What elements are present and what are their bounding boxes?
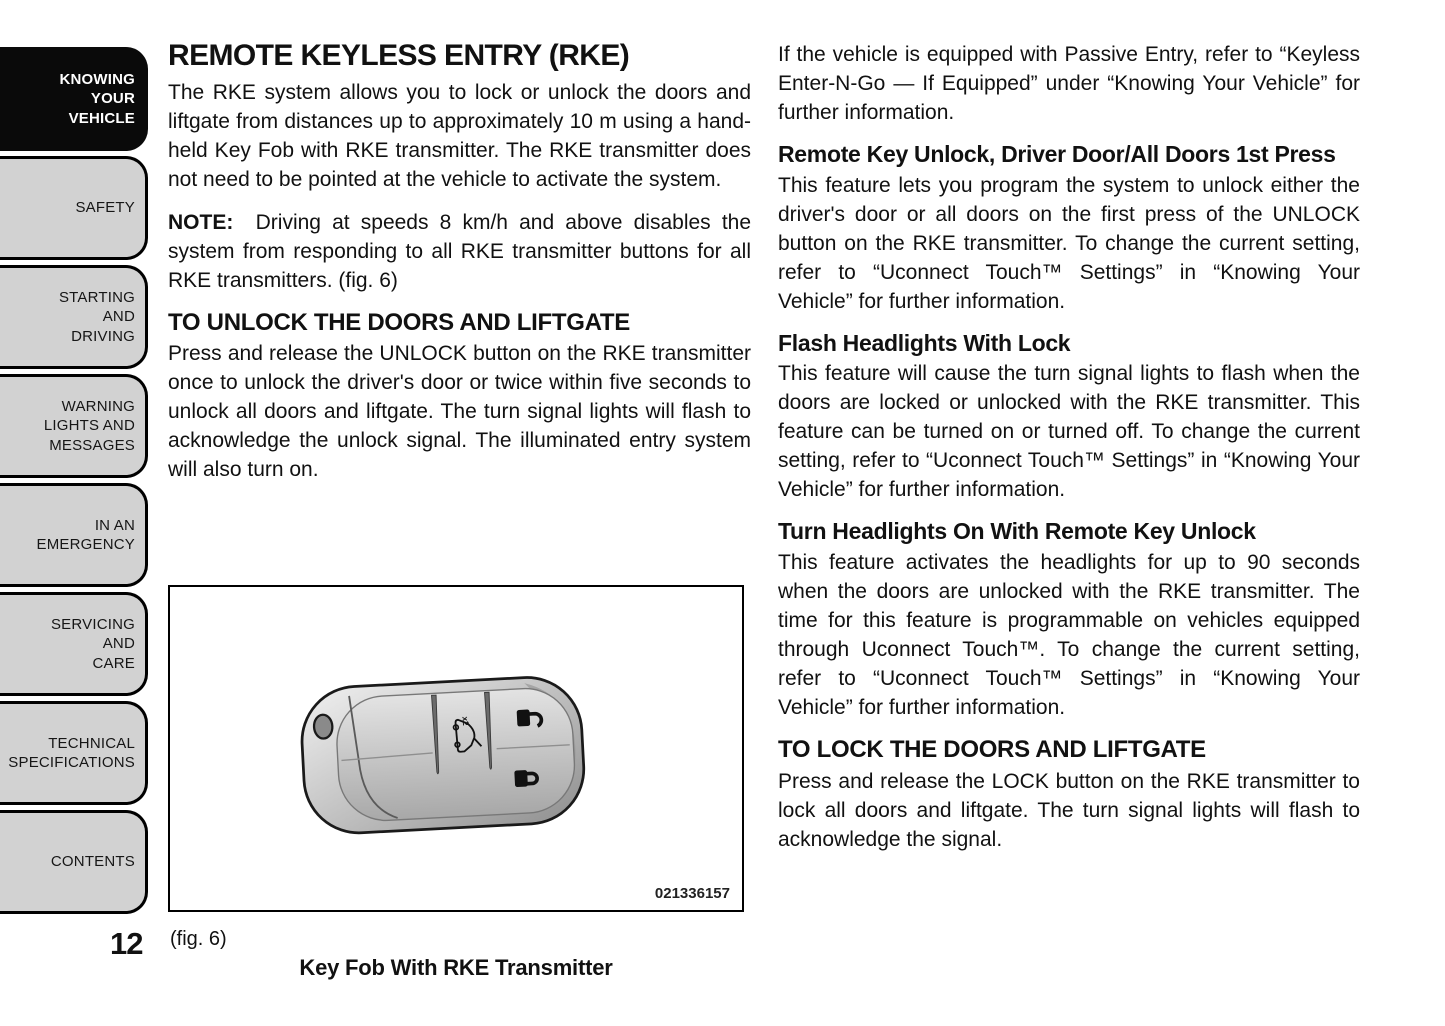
flash-headlights-heading: Flash Headlights With Lock — [778, 329, 1071, 356]
note-label: NOTE: — [168, 210, 234, 234]
turn-headlights-body: This feature activates the headlights for up to 90 seconds when the doors are unlocked with the RKE transmitter. The time for this feature is programmable on vehicles equipped through Uconnect Touch™. To change the current setting, refer to “Uconnect Touch™ Settings” in “Knowing Your Vehicle” for further information. — [778, 550, 1360, 719]
figure-box — [168, 585, 744, 912]
figure-image-code: 021336157 — [654, 885, 730, 902]
unlock-section-heading: TO UNLOCK THE DOORS AND LIFTGATE — [168, 308, 630, 336]
sidebar-tab-label: IN AN EMERGENCY — [36, 516, 135, 553]
sidebar-tab-label: SAFETY — [75, 199, 135, 217]
sidebar-tab-warning-lights-and-messages[interactable] — [0, 374, 148, 478]
key-ring-hole — [313, 714, 333, 739]
figure-caption: Key Fob With RKE Transmitter — [299, 955, 613, 980]
sidebar-tab-contents[interactable] — [0, 810, 148, 914]
lock-section-body: Press and release the LOCK button on the RKE transmitter to lock all doors and liftgate. The turn signal lights will flash to acknowledge the signal. — [778, 769, 1360, 851]
note-text: Driving at speeds 8 km/h and above disables the system from responding to all RKE transmitter buttons for all RKE transmitters. (fig. 6) — [168, 210, 752, 292]
remote-key-unlock-body: This feature lets you program the system to unlock either the driver's door or all doors on the first press of the UNLOCK button on the RKE transmitter. To change the current setting, refer to “Uconnect Touch™ Settings” in “Knowing Your Vehicle” for further information. — [778, 173, 1360, 313]
svg-text:x2: x2 — [460, 716, 471, 726]
sidebar-tab-technical-specifications[interactable] — [0, 701, 148, 805]
page-number: 12 — [110, 926, 143, 961]
unlock-section-body: Press and release the UNLOCK button on the RKE transmitter once to unlock the driver's door or twice within five seconds to unlock all doors and liftgate. The turn signal lights will flash to acknowledge the unlock signal. The illuminated entry system will also turn on. — [168, 342, 751, 482]
sidebar-tab-label: STARTING AND DRIVING — [58, 288, 135, 345]
sidebar-tab-label: WARNING LIGHTS AND MESSAGES — [43, 397, 135, 454]
flash-headlights-body: This feature will cause the turn signal lights to flash when the doors are locked or unlocked with the RKE transmitter. This feature can be turned on or turned off. To change the current setting, refer to “Uconnect Touch™ Settings” in “Knowing Your Vehicle” for further information. — [778, 362, 1360, 502]
lock-section-heading: TO LOCK THE DOORS AND LIFTGATE — [778, 735, 1206, 763]
sidebar-tab-starting-and-driving[interactable] — [0, 265, 148, 369]
passive-entry-paragraph: If the vehicle is equipped with Passive Entry, refer to “Keyless Enter-N-Go — If Equipped” under “Knowing Your Vehicle” for further information. — [778, 43, 1360, 124]
sidebar-tab-label: CONTENTS — [50, 853, 135, 871]
sidebar-tab-in-an-emergency[interactable] — [0, 483, 148, 587]
sidebar-tab-label: KNOWING YOUR VEHICLE — [59, 70, 135, 127]
page-title: REMOTE KEYLESS ENTRY (RKE) — [168, 39, 630, 72]
turn-headlights-heading: Turn Headlights On With Remote Key Unlock — [778, 518, 1256, 545]
left-column — [168, 40, 751, 484]
sidebar-tab-label: SERVICING AND CARE — [50, 615, 135, 672]
key-fob-illustration — [292, 669, 594, 845]
sidebar-tab-safety[interactable] — [0, 156, 148, 260]
right-column — [778, 40, 1360, 854]
intro-paragraph: The RKE system allows you to lock or unlock the doors and liftgate from distances up to approximately 10 m using a hand-held Key Fob with RKE transmitter. The RKE transmitter does not need to be pointed at the vehicle to activate the system. — [168, 80, 751, 191]
section-tab-sidebar — [0, 47, 148, 914]
remote-key-unlock-heading: Remote Key Unlock, Driver Door/All Doors 1st Press — [778, 141, 1336, 167]
sidebar-tab-knowing-your-vehicle[interactable] — [0, 47, 148, 151]
note-paragraph — [168, 208, 751, 295]
sidebar-tab-servicing-and-care[interactable] — [0, 592, 148, 696]
sidebar-tab-label: TECHNICAL SPECIFICATIONS — [8, 734, 135, 771]
fob-face-panel — [335, 686, 577, 823]
figure-number-label: (fig. 6) — [170, 928, 227, 950]
